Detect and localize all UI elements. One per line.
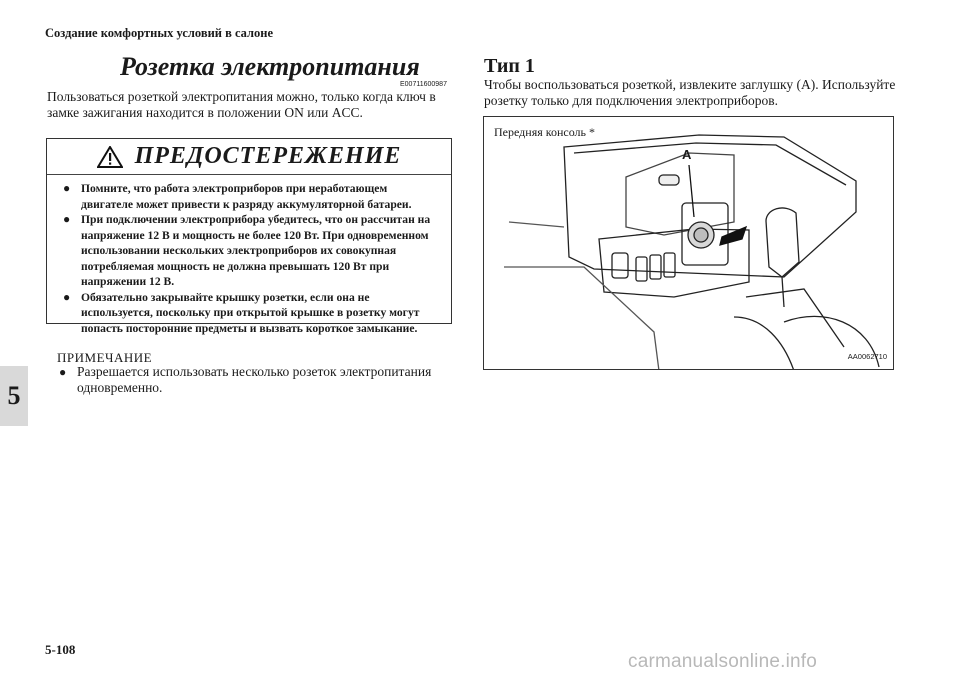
page-number: 5-108 [45, 642, 76, 657]
warning-box [46, 138, 452, 335]
note-item: ● Разрешается использовать несколько розеток электропитания одновременно. [57, 364, 457, 396]
chapter-number: 5 [7, 381, 21, 410]
watermark: carmanualsonline.info [628, 651, 818, 672]
section-code: E00711600987 [400, 81, 447, 88]
type1-text: Чтобы воспользоваться розеткой, извлеките заглушку (A). Используйте розетку только для подключения электроприборов. [484, 77, 896, 108]
warning-header [47, 139, 451, 175]
note-list [57, 364, 457, 396]
figure-code: AA0062710 [847, 352, 887, 361]
warning-item: ● При подключении электроприбора убедитесь, что он рассчитан на напряжение 12 В и мощность не более 120 Вт. При одновременном использовании нескольких электроприборов их совокупная потребляемая мощность не должна превышать 120 Вт при напряжении 12 В. [61, 212, 441, 290]
intro-paragraph: Пользоваться розеткой электропитания можно, только когда ключ в замке зажигания находится в положении ON или ACC. [47, 89, 436, 120]
chapter-tab [0, 366, 28, 426]
callout-label-a: A [682, 147, 692, 162]
warning-item: ● Обязательно закрывайте крышку розетки, если она не используется, поскольку при открытой крышке в розетку могут попасть посторонние предметы и вызвать короткое замыкание. [61, 290, 441, 337]
warning-title: ПРЕДОСТЕРЕЖЕНИЕ [134, 143, 402, 169]
warning-item: ● Помните, что работа электроприборов при неработающем двигателе может привести к разряду аккумуляторной батареи. [61, 181, 441, 212]
warning-list [47, 175, 451, 336]
type1-title: Тип 1 [484, 55, 535, 77]
warning-triangle-icon [97, 146, 123, 168]
figure-caption: Передняя консоль * [494, 125, 595, 139]
running-header: Создание комфортных условий в салоне [45, 26, 274, 40]
note-label: ПРИМЕЧАНИЕ [57, 350, 153, 365]
console-illustration [483, 116, 894, 370]
section-title: Розетка электропитания [120, 52, 420, 81]
